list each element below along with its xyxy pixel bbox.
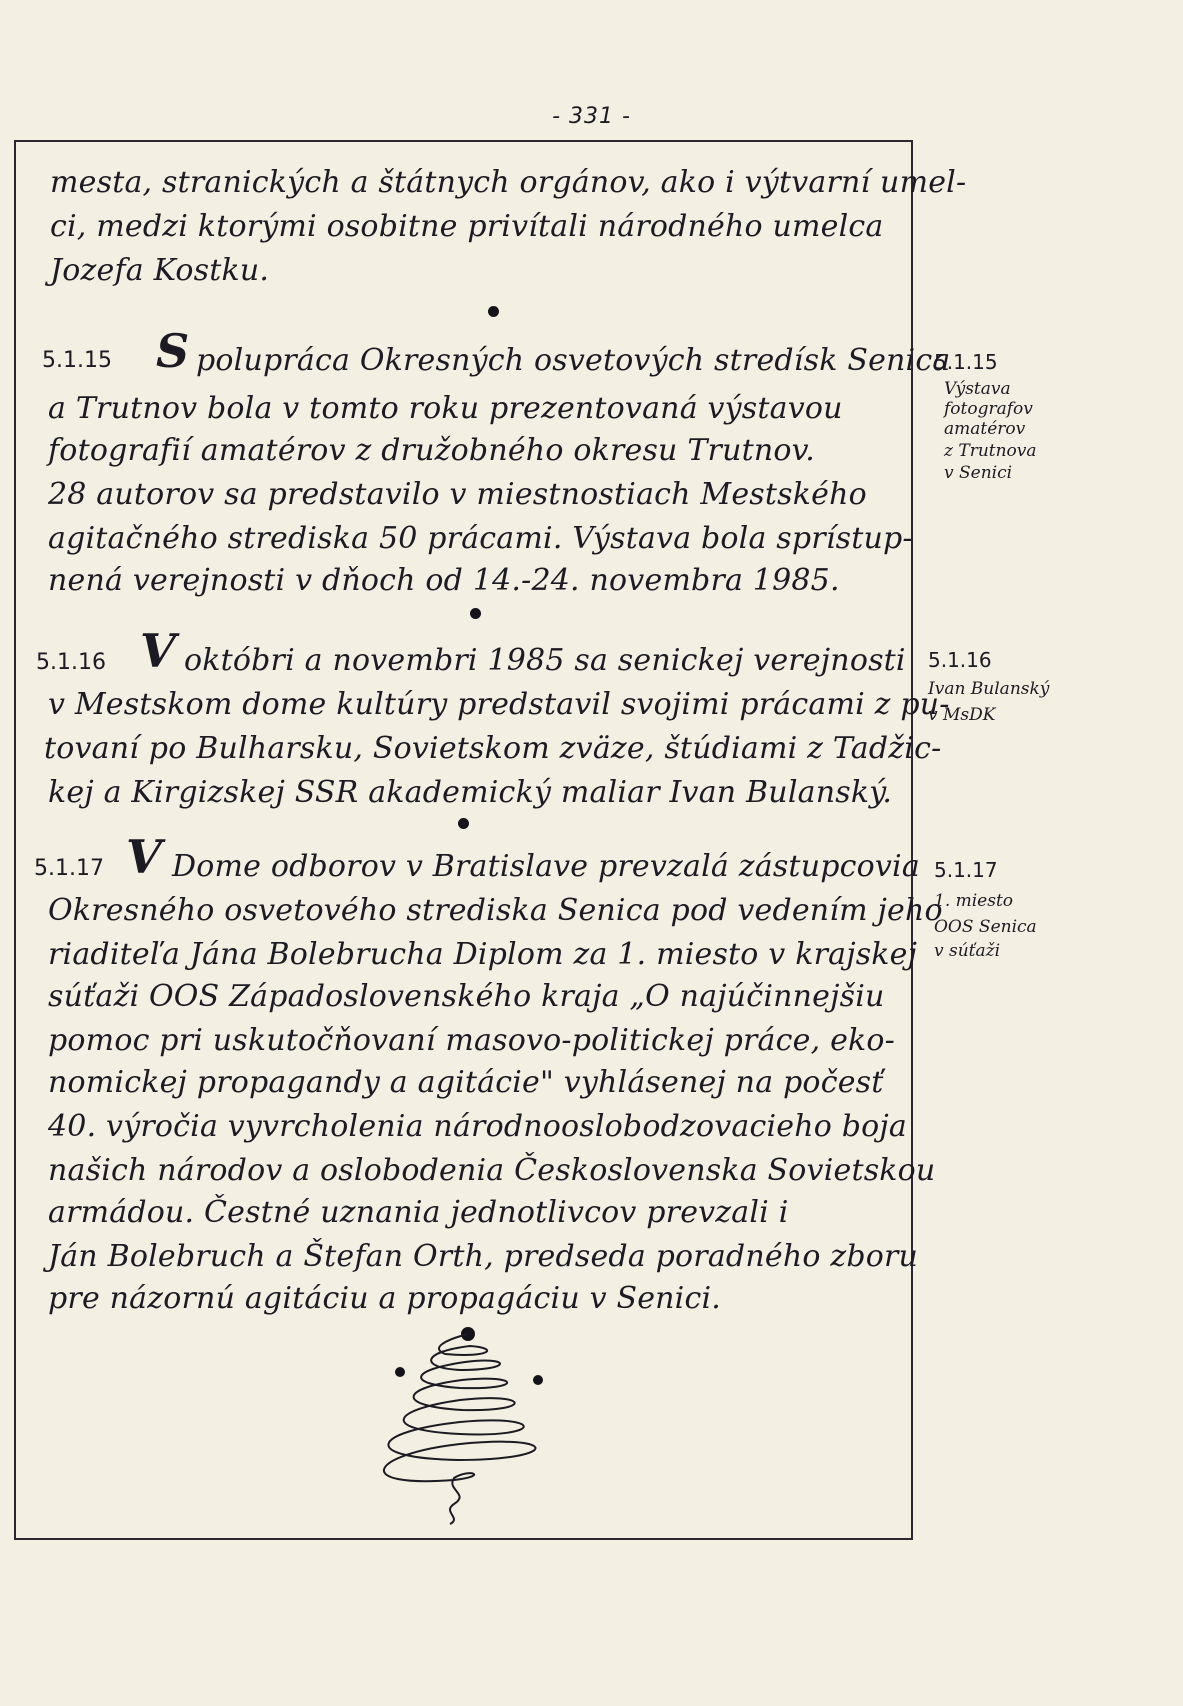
intro-line: mesta, stranických a štátnych orgánov, ako i výtvarní umel- bbox=[50, 165, 967, 200]
decorative-tree-ornament bbox=[350, 1318, 580, 1528]
margin-note-line: Ivan Bulanský bbox=[928, 679, 1050, 699]
entry-code: 5.1.15 bbox=[42, 348, 112, 373]
margin-note-line: z Trutnova bbox=[944, 441, 1037, 461]
separator-dot bbox=[488, 306, 499, 317]
page-number: - 331 - bbox=[552, 104, 631, 129]
margin-note-line: fotografov bbox=[944, 399, 1033, 419]
entry-code: 5.1.16 bbox=[36, 650, 106, 675]
entry-line: armádou. Čestné uznania jednotlivcov prevzali i bbox=[48, 1195, 789, 1230]
entry-code: 5.1.17 bbox=[34, 856, 104, 881]
entry-line: Dome odborov v Bratislave prevzalá zástupcovia bbox=[172, 849, 920, 884]
separator-dot bbox=[458, 818, 469, 829]
entry-initial: S bbox=[156, 324, 190, 378]
entry-line: 28 autorov sa predstavilo v miestnostiach Mestského bbox=[48, 477, 867, 512]
entry-line: fotografií amatérov z družobného okresu Trutnov. bbox=[48, 433, 815, 468]
margin-code: 5.1.15 bbox=[934, 350, 998, 374]
entry-line: agitačného strediska 50 prácami. Výstava bola sprístup- bbox=[48, 521, 913, 556]
margin-note-line: amatérov bbox=[944, 419, 1026, 439]
margin-note-line: Výstava bbox=[944, 379, 1011, 399]
margin-code: 5.1.17 bbox=[934, 858, 998, 882]
entry-initial: V bbox=[140, 624, 176, 678]
entry-line: Okresného osvetového strediska Senica pod vedením jeho bbox=[48, 893, 943, 928]
margin-note-line: v súťaži bbox=[934, 941, 1001, 961]
entry-line: Ján Bolebruch a Štefan Orth, predseda poradného zboru bbox=[48, 1239, 919, 1274]
entry-line: nená verejnosti v dňoch od 14.-24. novembra 1985. bbox=[48, 563, 840, 598]
margin-note-line: OOS Senica bbox=[934, 917, 1037, 937]
entry-line: polupráca Okresných osvetových stredísk Senica bbox=[196, 343, 951, 378]
entry-line: súťaži OOS Západoslovenského kraja „O najúčinnejšiu bbox=[48, 979, 885, 1014]
entry-line: kej a Kirgizskej SSR akademický maliar Ivan Bulanský. bbox=[48, 775, 893, 810]
margin-code: 5.1.16 bbox=[928, 648, 992, 672]
entry-line: pre názornú agitáciu a propagáciu v Senici. bbox=[48, 1281, 722, 1316]
entry-line: októbri a novembri 1985 sa senickej verejnosti bbox=[184, 643, 906, 678]
entry-line: a Trutnov bola v tomto roku prezentovaná výstavou bbox=[48, 391, 843, 426]
margin-note-line: v MsDK bbox=[928, 705, 996, 725]
intro-line: Jozefa Kostku. bbox=[50, 253, 270, 288]
margin-note-line: v Senici bbox=[944, 463, 1013, 483]
entry-line: našich národov a oslobodenia Československa Sovietskou bbox=[48, 1153, 936, 1188]
entry-line: v Mestskom dome kultúry predstavil svojimi prácami z pu- bbox=[48, 687, 950, 722]
entry-line: nomickej propagandy a agitácie" vyhlásenej na počesť bbox=[48, 1065, 884, 1100]
margin-note-line: 1. miesto bbox=[934, 891, 1014, 911]
separator-dot bbox=[470, 608, 481, 619]
entry-line: 40. výročia vyvrcholenia národnooslobodzovacieho boja bbox=[48, 1109, 908, 1144]
entry-line: pomoc pri uskutočňovaní masovo-politickej práce, eko- bbox=[48, 1023, 895, 1058]
intro-line: ci, medzi ktorými osobitne privítali národného umelca bbox=[50, 209, 884, 244]
entry-line: riaditeľa Jána Bolebrucha Diplom za 1. miesto v krajskej bbox=[48, 937, 918, 972]
entry-line: tovaní po Bulharsku, Sovietskom zväze, štúdiami z Tadžic- bbox=[44, 731, 942, 766]
entry-initial: V bbox=[126, 830, 162, 884]
